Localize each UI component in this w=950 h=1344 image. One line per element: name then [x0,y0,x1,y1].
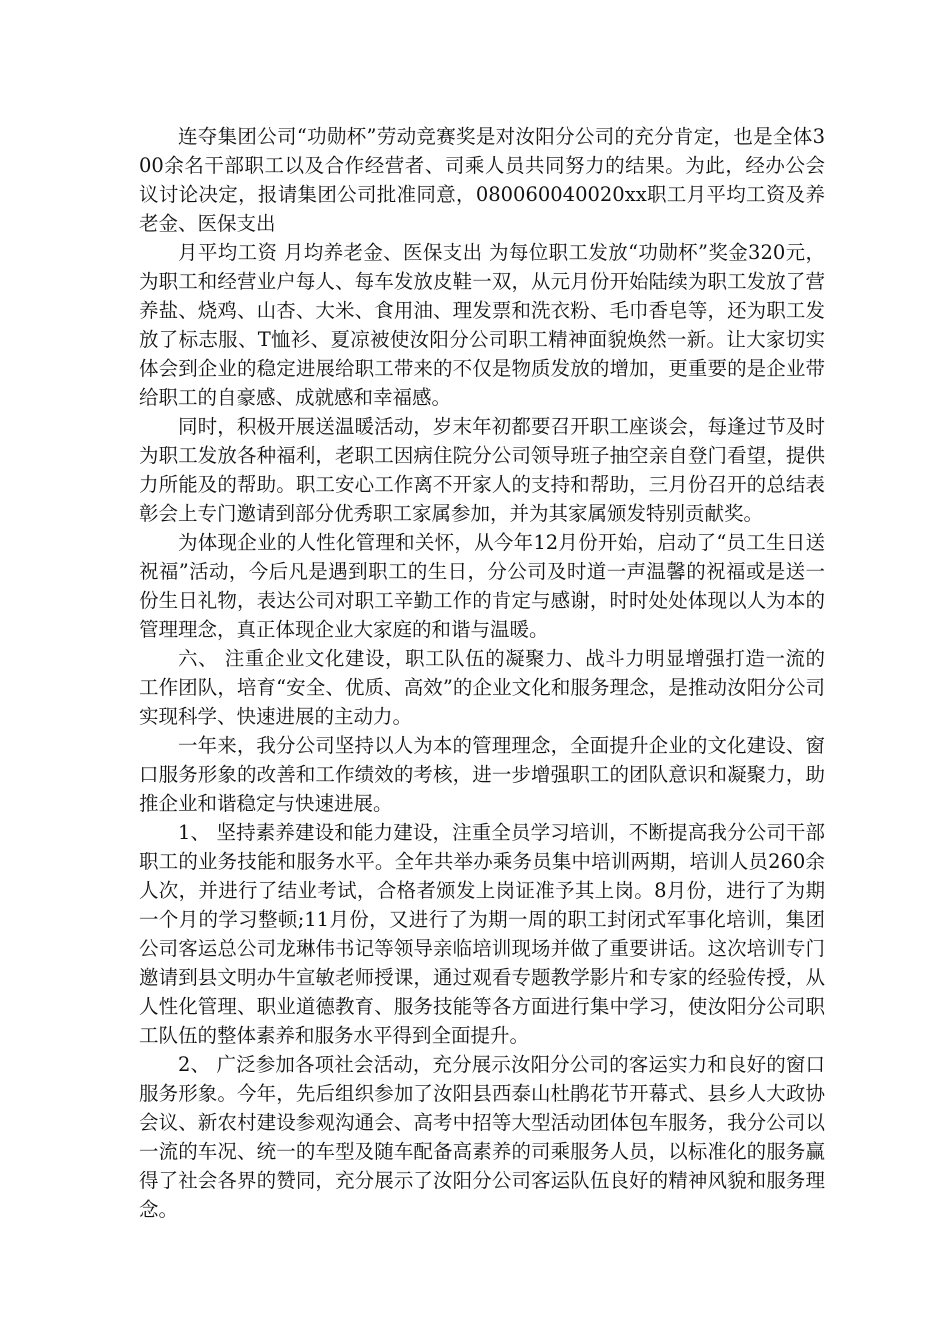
paragraph-item-two-social: 2、 广泛参加各项社会活动，充分展示汝阳分公司的客运实力和良好的窗口服务形象。今年，先后组织参加了汝阳县西泰山杜鹃花节开幕式、县乡人大政协会议、新农村建设参观沟通会、高考中招等大型活动团体包车服务，我分公司以一流的车况、统一的车型及随车配备高素养的司乘服务人员，以标准化的服务赢得了社会各界的赞同，充分展示了汝阳分公司客运队伍良好的精神风貌和服务理念。 [139,1053,825,1221]
document-body [139,122,825,1224]
paragraph-birthday-wishes: 为体现企业的人性化管理和关怀，从今年12月份开始，启动了“员工生日送祝福”活动，今后凡是遇到职工的生日，分公司及时道一声温馨的祝福或是送一份生日礼物，表达公司对职工辛勤工作的肯定与感谢，时时处处体现以人为本的管理理念，真正体现企业大家庭的和谐与温暖。 [139,531,825,641]
paragraph-people-oriented: 一年来，我分公司坚持以人为本的管理理念，全面提升企业的文化建设、窗口服务形象的改善和工作绩效的考核，进一步增强职工的团队意识和凝聚力，助推企业和谐稳定与快速进展。 [139,734,825,815]
paragraph-award-intro: 连夺集团公司“功勋杯”劳动竞赛奖是对汝阳分公司的充分肯定，也是全体300余名干部职工以及合作经营者、司乘人员共同努力的结果。为此，经办公会议讨论决定，报请集团公司批准同意，080060040020xx职工月平均工资及养老金、医保支出 [139,125,825,235]
paragraph-section-six-heading: 六、 注重企业文化建设，职工队伍的凝聚力、战斗力明显增强打造一流的工作团队，培育“安全、优质、高效”的企业文化和服务理念，是推动汝阳分公司实现科学、快速进展的主动力。 [139,647,825,728]
paragraph-item-one-training: 1、 坚持素养建设和能力建设，注重全员学习培训，不断提高我分公司干部职工的业务技能和服务水平。全年共举办乘务员集中培训两期，培训人员260余人次，并进行了结业考试，合格者颁发上岗证准予其上岗。8月份，进行了为期一个月的学习整顿;11月份，又进行了为期一周的职工封闭式军事化培训，集团公司客运总公司龙琳伟书记等领导亲临培训现场并做了重要讲话。这次培训专门邀请到县文明办牛宣敏老师授课，通过观看专题教学影片和专家的经验传授，从人性化管理、职业道德教育、服务技能等各方面进行集中学习，使汝阳分公司职工队伍的整体素养和服务水平得到全面提升。 [139,821,825,1047]
paragraph-bonus-benefits: 月平均工资 月均养老金、医保支出 为每位职工发放“功勋杯”奖金320元，为职工和经营业户每人、每车发放皮鞋一双，从元月份开始陆续为职工发放了营养盐、烧鸡、山杏、大米、食用油、理发票和洗衣粉、毛巾香皂等，还为职工发放了标志服、T恤衫、夏凉被使汝阳分公司职工精神面貌焕然一新。让大家切实体会到企业的稳定进展给职工带来的不仅是物质发放的增加，更重要的是企业带给职工的自豪感、成就感和幸福感。 [139,241,825,409]
paragraph-warmth-activities: 同时，积极开展送温暖活动，岁末年初都要召开职工座谈会，每逢过节及时为职工发放各种福利，老职工因病住院分公司领导班子抽空亲自登门看望，提供力所能及的帮助。职工安心工作离不开家人的支持和帮助，三月份召开的总结表彰会上专门邀请到部分优秀职工家属参加，并为其家属颁发特别贡献奖。 [139,415,825,525]
